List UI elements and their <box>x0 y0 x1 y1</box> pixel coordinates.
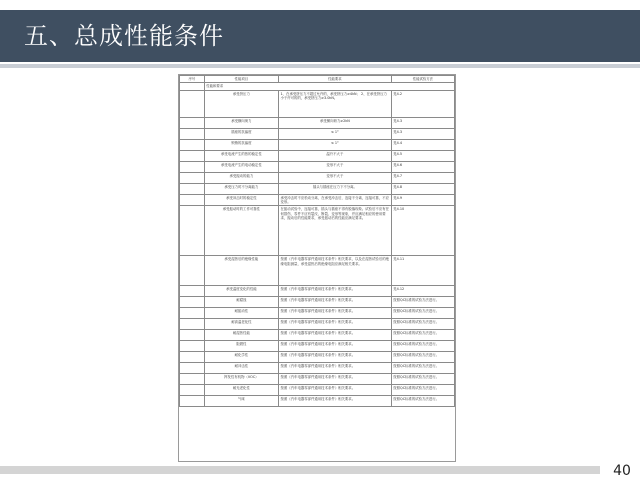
row-item: 插座的抗偏度 <box>204 129 278 140</box>
row-item: 承受冲击时的稳定性 <box>204 195 278 206</box>
table-row <box>180 385 455 396</box>
table-row <box>180 330 455 341</box>
table-row <box>180 151 455 162</box>
row-requirement: 在振动试验中，连接可靠，插头与插座不得有脱落现象。试验后不应有任何损伤，零件不应有裂纹、断裂、变形等现象，并应满足相应的使用要求，振动后的性能要求，承受振动后的性能应满足要求。 <box>279 206 392 256</box>
table-row <box>180 173 455 184</box>
row-requirement: 按照《汽车电器零部件通用技术条件》相关要求。 <box>279 363 392 374</box>
row-requirement: 按照《汽车电器零部件通用技术条件》相关要求。 <box>279 352 392 363</box>
table-row <box>180 195 455 206</box>
row-method: 见4.5 <box>391 151 454 162</box>
table-row <box>180 140 455 151</box>
performance-table <box>179 75 455 407</box>
row-item: 承受电流产生的热的稳定性 <box>204 151 278 162</box>
row-method: 见4.3 <box>391 118 454 129</box>
row-method: 见4.4 <box>391 140 454 151</box>
row-method: 见4.12 <box>391 286 454 297</box>
row-method: 按照QC标准的试验方法进行。 <box>391 352 454 363</box>
category-label: 性能和要求 <box>204 83 454 91</box>
row-requirement: 按照《汽车电器零部件通用技术条件》相关要求，以及在湿热试验后的绝缘电阻测量，承受湿热后的绝缘电阻应满足相关要求。 <box>279 256 392 286</box>
row-item: 承受湿热后的绝缘性能 <box>204 256 278 286</box>
row-item: 承受挤压力 <box>204 91 278 118</box>
row-method: 见4.6 <box>391 162 454 173</box>
page-number: 40 <box>613 463 631 479</box>
row-item: 承受振动时的工作可靠性 <box>204 206 278 256</box>
row-requirement: 按照《汽车电器零部件通用技术条件》相关要求。 <box>279 319 392 330</box>
table-row <box>180 91 455 118</box>
row-item: 耐高温老化性 <box>204 319 278 330</box>
row-item: 承受电流产生的电动稳定性 <box>204 162 278 173</box>
row-method: 按照QC标准的试验方法进行。 <box>391 341 454 352</box>
row-item: 承受振动的能力 <box>204 173 278 184</box>
category-row <box>180 83 455 91</box>
row-requirement: 按照《汽车电器零部件通用技术条件》相关要求。 <box>279 297 392 308</box>
row-item: 耐冲击性 <box>204 363 278 374</box>
row-requirement: 按照《汽车电器零部件通用技术条件》相关要求。 <box>279 308 392 319</box>
row-requirement: 变形不大于 <box>279 173 392 184</box>
row-requirement: 按照《汽车电器零部件通用技术条件》相关要求。 <box>279 286 392 297</box>
row-requirement: ≤ 1° <box>279 129 392 140</box>
row-method: 见4.3 <box>391 129 454 140</box>
table-row <box>180 162 455 173</box>
row-method: 按照QC标准的试验方法进行。 <box>391 396 454 407</box>
row-requirement: 温升不大于 <box>279 151 392 162</box>
table-row <box>180 319 455 330</box>
table-row <box>180 352 455 363</box>
row-item: 耐振动性 <box>204 308 278 319</box>
row-item: 承受横向荷力 <box>204 118 278 129</box>
row-item: 耐光老化性 <box>204 385 278 396</box>
row-method: 按照QC标准的试验方法进行。 <box>391 330 454 341</box>
row-requirement: 变形不大于 <box>279 162 392 173</box>
row-item: 气味 <box>204 396 278 407</box>
table-row <box>180 129 455 140</box>
row-method: 见4.8 <box>391 184 454 195</box>
table-row <box>180 297 455 308</box>
row-requirement: 插头与插座在压力下不分离。 <box>279 184 392 195</box>
col-header-method: 性能试验方法 <box>391 76 454 83</box>
col-header-index: 序号 <box>180 76 205 83</box>
title-underline <box>0 64 640 68</box>
col-header-requirement: 性能要求 <box>279 76 392 83</box>
table-row <box>180 374 455 385</box>
row-requirement: 按照《汽车电器零部件通用技术条件》相关要求。 <box>279 341 392 352</box>
row-requirement: ≤ 1° <box>279 140 392 151</box>
row-method: 见4.7 <box>391 173 454 184</box>
table-row <box>180 256 455 286</box>
table-row <box>180 363 455 374</box>
row-method: 见4.11 <box>391 256 454 286</box>
table-row <box>180 118 455 129</box>
row-method: 按照QC标准的试验方法进行。 <box>391 363 454 374</box>
row-requirement: 按照《汽车电器零部件通用技术条件》相关要求。 <box>279 385 392 396</box>
row-requirement: 承受冲击时不应松动分离，在承受冲击后，连接不分离，连接可靠，不应变形。 <box>279 195 392 206</box>
row-item: 承受温度变化的性能 <box>204 286 278 297</box>
row-requirement: 按照《汽车电器零部件通用技术条件》相关要求。 <box>279 396 392 407</box>
row-item: 耐化学性 <box>204 352 278 363</box>
row-method: 见4.9 <box>391 195 454 206</box>
row-requirement: 按照《汽车电器零部件通用技术条件》相关要求。 <box>279 374 392 385</box>
row-item: 耐湿热性能 <box>204 330 278 341</box>
row-method: 按照QC标准的试验方法进行。 <box>391 319 454 330</box>
row-requirement: 按照《汽车电器零部件通用技术条件》相关要求。 <box>279 330 392 341</box>
row-method: 按照QC标准的试验方法进行。 <box>391 308 454 319</box>
spec-document <box>178 74 456 462</box>
row-item: 锁销的抗偏度 <box>204 140 278 151</box>
row-method: 见4.10 <box>391 206 454 256</box>
table-row <box>180 308 455 319</box>
row-item: 阻燃性 <box>204 341 278 352</box>
row-item: 耐腐蚀 <box>204 297 278 308</box>
table-row <box>180 286 455 297</box>
footer-bar <box>0 466 600 474</box>
row-item: 承受压力时不分离能力 <box>204 184 278 195</box>
slide-title: 五、总成性能条件 <box>24 22 224 50</box>
row-method: 见4.2 <box>391 91 454 118</box>
table-row <box>180 184 455 195</box>
row-requirement: 承受横向荷力≥2kN <box>279 118 392 129</box>
table-header-row <box>180 76 455 83</box>
row-item: 挥发性有机物（VOC） <box>204 374 278 385</box>
col-header-item: 性能项目 <box>204 76 278 83</box>
row-requirement: 1、在承受挤压力不超过允许的，承受挤压力≥4kN； 2、在承受挤压力小于许可的的，承受挤压力≥3.0kN。 <box>279 91 392 118</box>
row-method: 按照QC标准的试验方法进行。 <box>391 297 454 308</box>
table-row <box>180 396 455 407</box>
row-method: 按照QC标准的试验方法进行。 <box>391 374 454 385</box>
row-method: 按照QC标准的试验方法进行。 <box>391 385 454 396</box>
table-row <box>180 206 455 256</box>
table-row <box>180 341 455 352</box>
